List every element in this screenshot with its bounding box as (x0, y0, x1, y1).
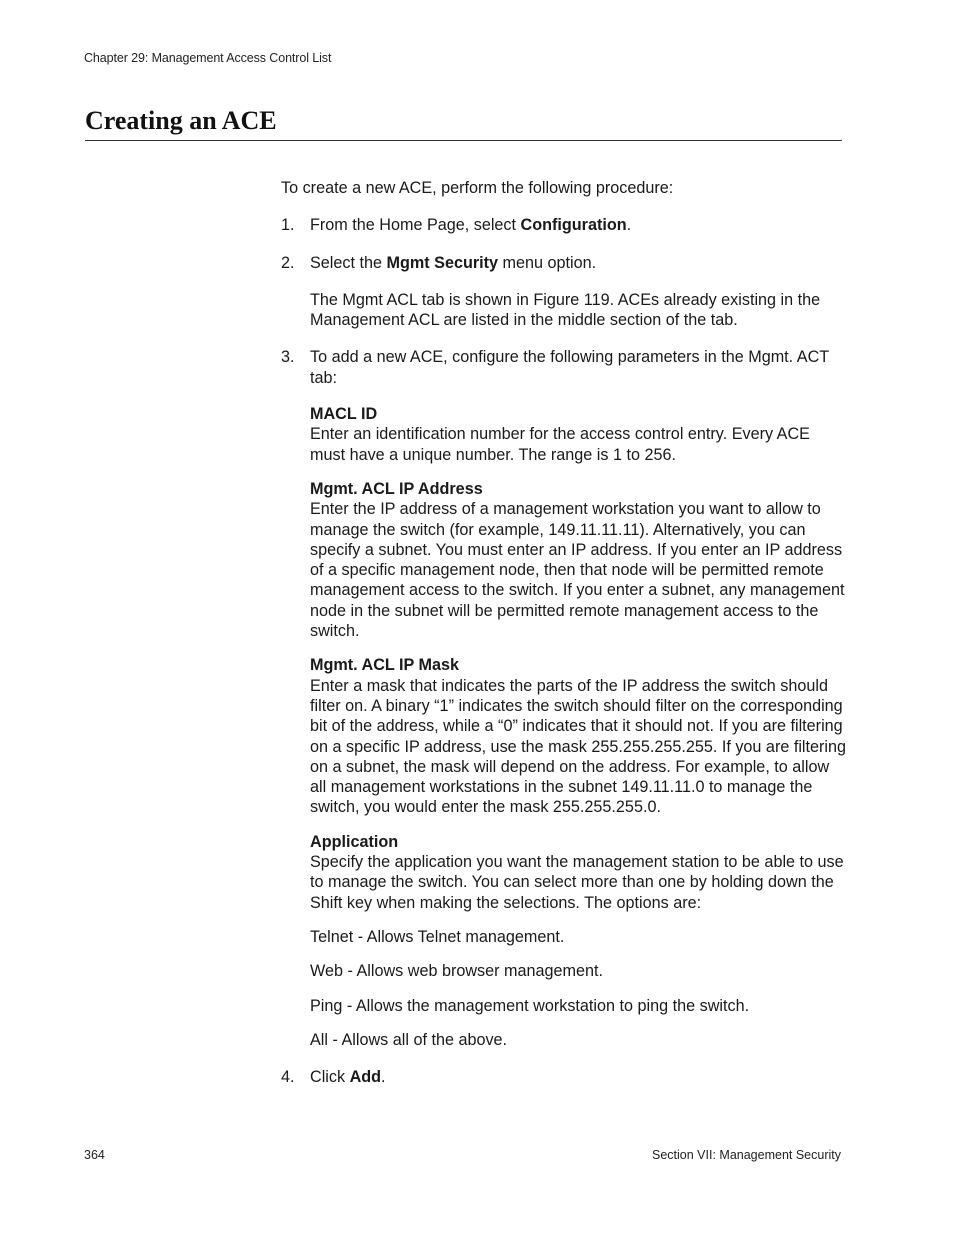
body-text (281, 178, 846, 1104)
parameter-description: Specify the application you want the management station to be able to use to manage the switch. You can select more than one by holding down the Shift key when making the selections. The options are: (310, 853, 844, 912)
step-number: 1. (281, 216, 295, 235)
option-telnet: Telnet - Allows Telnet management. (310, 927, 565, 946)
step-text: From the Home Page, select Configuration. (310, 216, 632, 235)
step-note: The Mgmt ACL tab is shown in Figure 119. ACEs already existing in the Management ACL are listed in the middle section of the tab. (310, 290, 821, 330)
option-all: All - Allows all of the above. (310, 1030, 508, 1049)
parameter-name: Application (310, 832, 399, 851)
running-header: Chapter 29: Management Access Control List (84, 51, 332, 65)
page-number: 364 (84, 1148, 105, 1162)
menu-term: Configuration (520, 216, 627, 235)
option-web: Web - Allows web browser management. (310, 962, 604, 981)
step-text: To add a new ACE, configure the following parameters in the Mgmt. ACT tab: (310, 348, 829, 387)
parameter-description: Enter a mask that indicates the parts of the IP address the switch should filter on. A binary “1” indicates the switch should filter on the corresponding bit of the address, while a “0” indicates that it should not. If you are filtering on a specific IP address, use the mask 255.255.255.255. If you are filtering on a subnet, the mask will depend on the address. For example, to allow all management workstations in the subnet 149.11.11.0 to manage the switch, you would enter the mask 255.255.255.0. (310, 676, 847, 817)
step-text: Select the Mgmt Security menu option. (310, 253, 597, 272)
step-text: Click Add. (310, 1068, 386, 1087)
parameter-description: Enter an identification number for the access control entry. Every ACE must have a unique number. The range is 1 to 256. (310, 425, 810, 464)
step-number: 3. (281, 348, 295, 367)
title-rule (85, 140, 842, 141)
step-2 (281, 253, 846, 331)
parameter-name: Mgmt. ACL IP Mask (310, 656, 460, 675)
intro-paragraph: To create a new ACE, perform the following procedure: (281, 179, 674, 197)
option-ping: Ping - Allows the management workstation to ping the switch. (310, 996, 750, 1015)
parameter-name: MACL ID (310, 405, 378, 424)
step-3 (281, 347, 846, 1050)
step-4 (281, 1067, 846, 1087)
step-number: 2. (281, 253, 295, 272)
section-title: Creating an ACE (85, 106, 277, 135)
menu-term: Mgmt Security (386, 253, 499, 272)
parameter-application (310, 832, 846, 913)
step-number: 4. (281, 1068, 295, 1087)
step-1 (281, 215, 846, 235)
parameter-macl-id (310, 404, 846, 465)
parameter-description: Enter the IP address of a management workstation you want to allow to manage the switch (for example, 149.11.11.11). Alternatively, you can specify a subnet. You must enter an IP address. If you enter an IP address of a specific management node, then that node will be permitted remote management access to the switch. If you enter a subnet, any management node in the subnet will be permitted remote management access to the switch. (310, 500, 845, 641)
parameter-ip-address (310, 479, 846, 641)
button-term: Add (349, 1068, 382, 1087)
footer-section: Section VII: Management Security (652, 1148, 841, 1162)
parameter-ip-mask (310, 655, 846, 817)
parameter-name: Mgmt. ACL IP Address (310, 479, 483, 498)
